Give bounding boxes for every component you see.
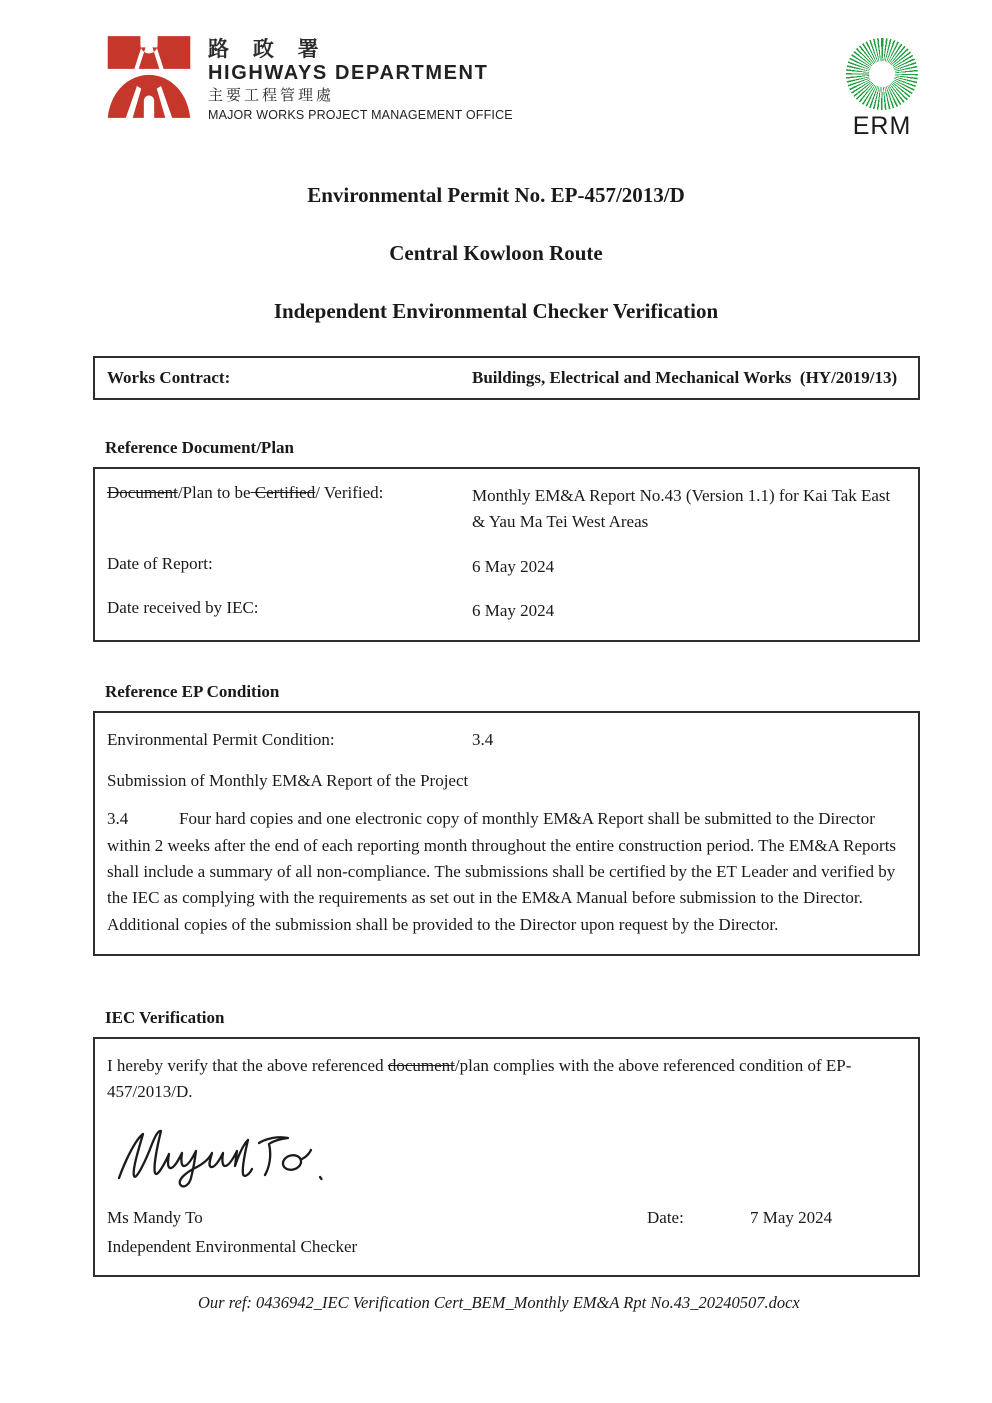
iec-verification-heading: IEC Verification — [105, 1008, 225, 1028]
highways-department-logo-icon — [106, 36, 192, 123]
statement-post: /plan complies with the above referenced condition of EP-457/2013/D. — [107, 1056, 852, 1102]
document-plan-label-mid: /Plan to be — [177, 483, 251, 502]
struck-word-document: Document — [107, 483, 178, 502]
ep-condition-value: 3.4 — [472, 730, 494, 750]
struck-word-document-2: document — [387, 1056, 455, 1076]
struck-word-certified: Certified — [250, 483, 316, 502]
handwritten-signature — [113, 1122, 906, 1196]
iec-verification-box — [93, 1037, 920, 1277]
date-received-label: Date received by IEC: — [107, 598, 259, 618]
ep-condition-clause — [107, 806, 906, 938]
date-label: Date: — [647, 1207, 684, 1227]
ep-condition-subject: Submission of Monthly EM&A Report of the Project — [107, 770, 469, 790]
hyd-name-english: HIGHWAYS DEPARTMENT — [208, 62, 489, 85]
document-type-title: Independent Environmental Checker Verification — [273, 299, 719, 323]
hyd-office-english: MAJOR WORKS PROJECT MANAGEMENT OFFICE — [208, 107, 513, 123]
date-of-report-row — [107, 554, 906, 580]
reference-document-box — [93, 467, 920, 642]
erm-logo-label: ERM — [852, 112, 912, 140]
document-plan-value: Monthly EM&A Report No.43 (Version 1.1) for Kai Tak East & Yau Ma Tei West Areas — [472, 486, 891, 532]
works-contract-row — [107, 368, 906, 388]
signatory-title: Independent Environmental Checker — [107, 1236, 358, 1256]
signatory-date-row — [107, 1208, 906, 1228]
our-ref-line: Our ref: 0436942_IEC Verification Cert_BEM_Monthly EM&A Rpt No.43_20240507.docx — [198, 1292, 800, 1312]
page-header — [106, 36, 918, 141]
statement-pre: I hereby verify that the above referenced — [107, 1056, 388, 1076]
highways-department-logo-block — [106, 36, 526, 124]
hyd-office-chinese: 主要工程管理處 — [208, 87, 335, 105]
date-received-row — [107, 598, 906, 624]
document-plan-row — [107, 483, 906, 536]
works-contract-box — [93, 356, 920, 400]
erm-sunburst-icon — [846, 38, 918, 110]
erm-logo-block — [846, 38, 918, 141]
date-of-report-value: 6 May 2024 — [472, 556, 555, 576]
document-body — [93, 356, 920, 1313]
verification-statement — [107, 1053, 906, 1106]
reference-ep-heading: Reference EP Condition — [105, 682, 280, 702]
document-plan-label-end: / Verified: — [315, 483, 384, 502]
works-contract-value: Buildings, Electrical and Mechanical Works (HY/2019/13) — [472, 368, 898, 387]
ep-condition-label: Environmental Permit Condition: — [107, 730, 335, 750]
date-of-report-label: Date of Report: — [107, 553, 213, 573]
document-plan-label — [107, 483, 472, 503]
highways-department-text — [208, 36, 526, 124]
date-value: 7 May 2024 — [750, 1207, 833, 1227]
clause-text: Four hard copies and one electronic copy of monthly EM&A Report shall be submitted to the Director within 2 weeks after the end of each reporting month throughout the entire construction period. The EM&A Reports shall include a summary of all non-compliance. The submissions shall be certified by the ET Leader and verified by the IEC as complying with the requirements as set out in the EM&A Manual before submission to the Director. Additional copies of the submission shall be provided to the Director upon request by the Director. — [107, 809, 897, 934]
hyd-name-chinese: 路 政 署 — [208, 38, 328, 61]
signatory-name: Ms Mandy To — [107, 1207, 203, 1227]
reference-ep-box — [93, 711, 920, 956]
reference-document-heading: Reference Document/Plan — [105, 438, 294, 457]
project-title: Central Kowloon Route — [389, 241, 603, 265]
works-contract-label: Works Contract: — [107, 368, 231, 387]
ep-condition-row — [107, 727, 906, 753]
permit-number-title: Environmental Permit No. EP-457/2013/D — [307, 183, 685, 207]
date-received-value: 6 May 2024 — [472, 601, 555, 621]
clause-number: 3.4 — [107, 809, 129, 829]
